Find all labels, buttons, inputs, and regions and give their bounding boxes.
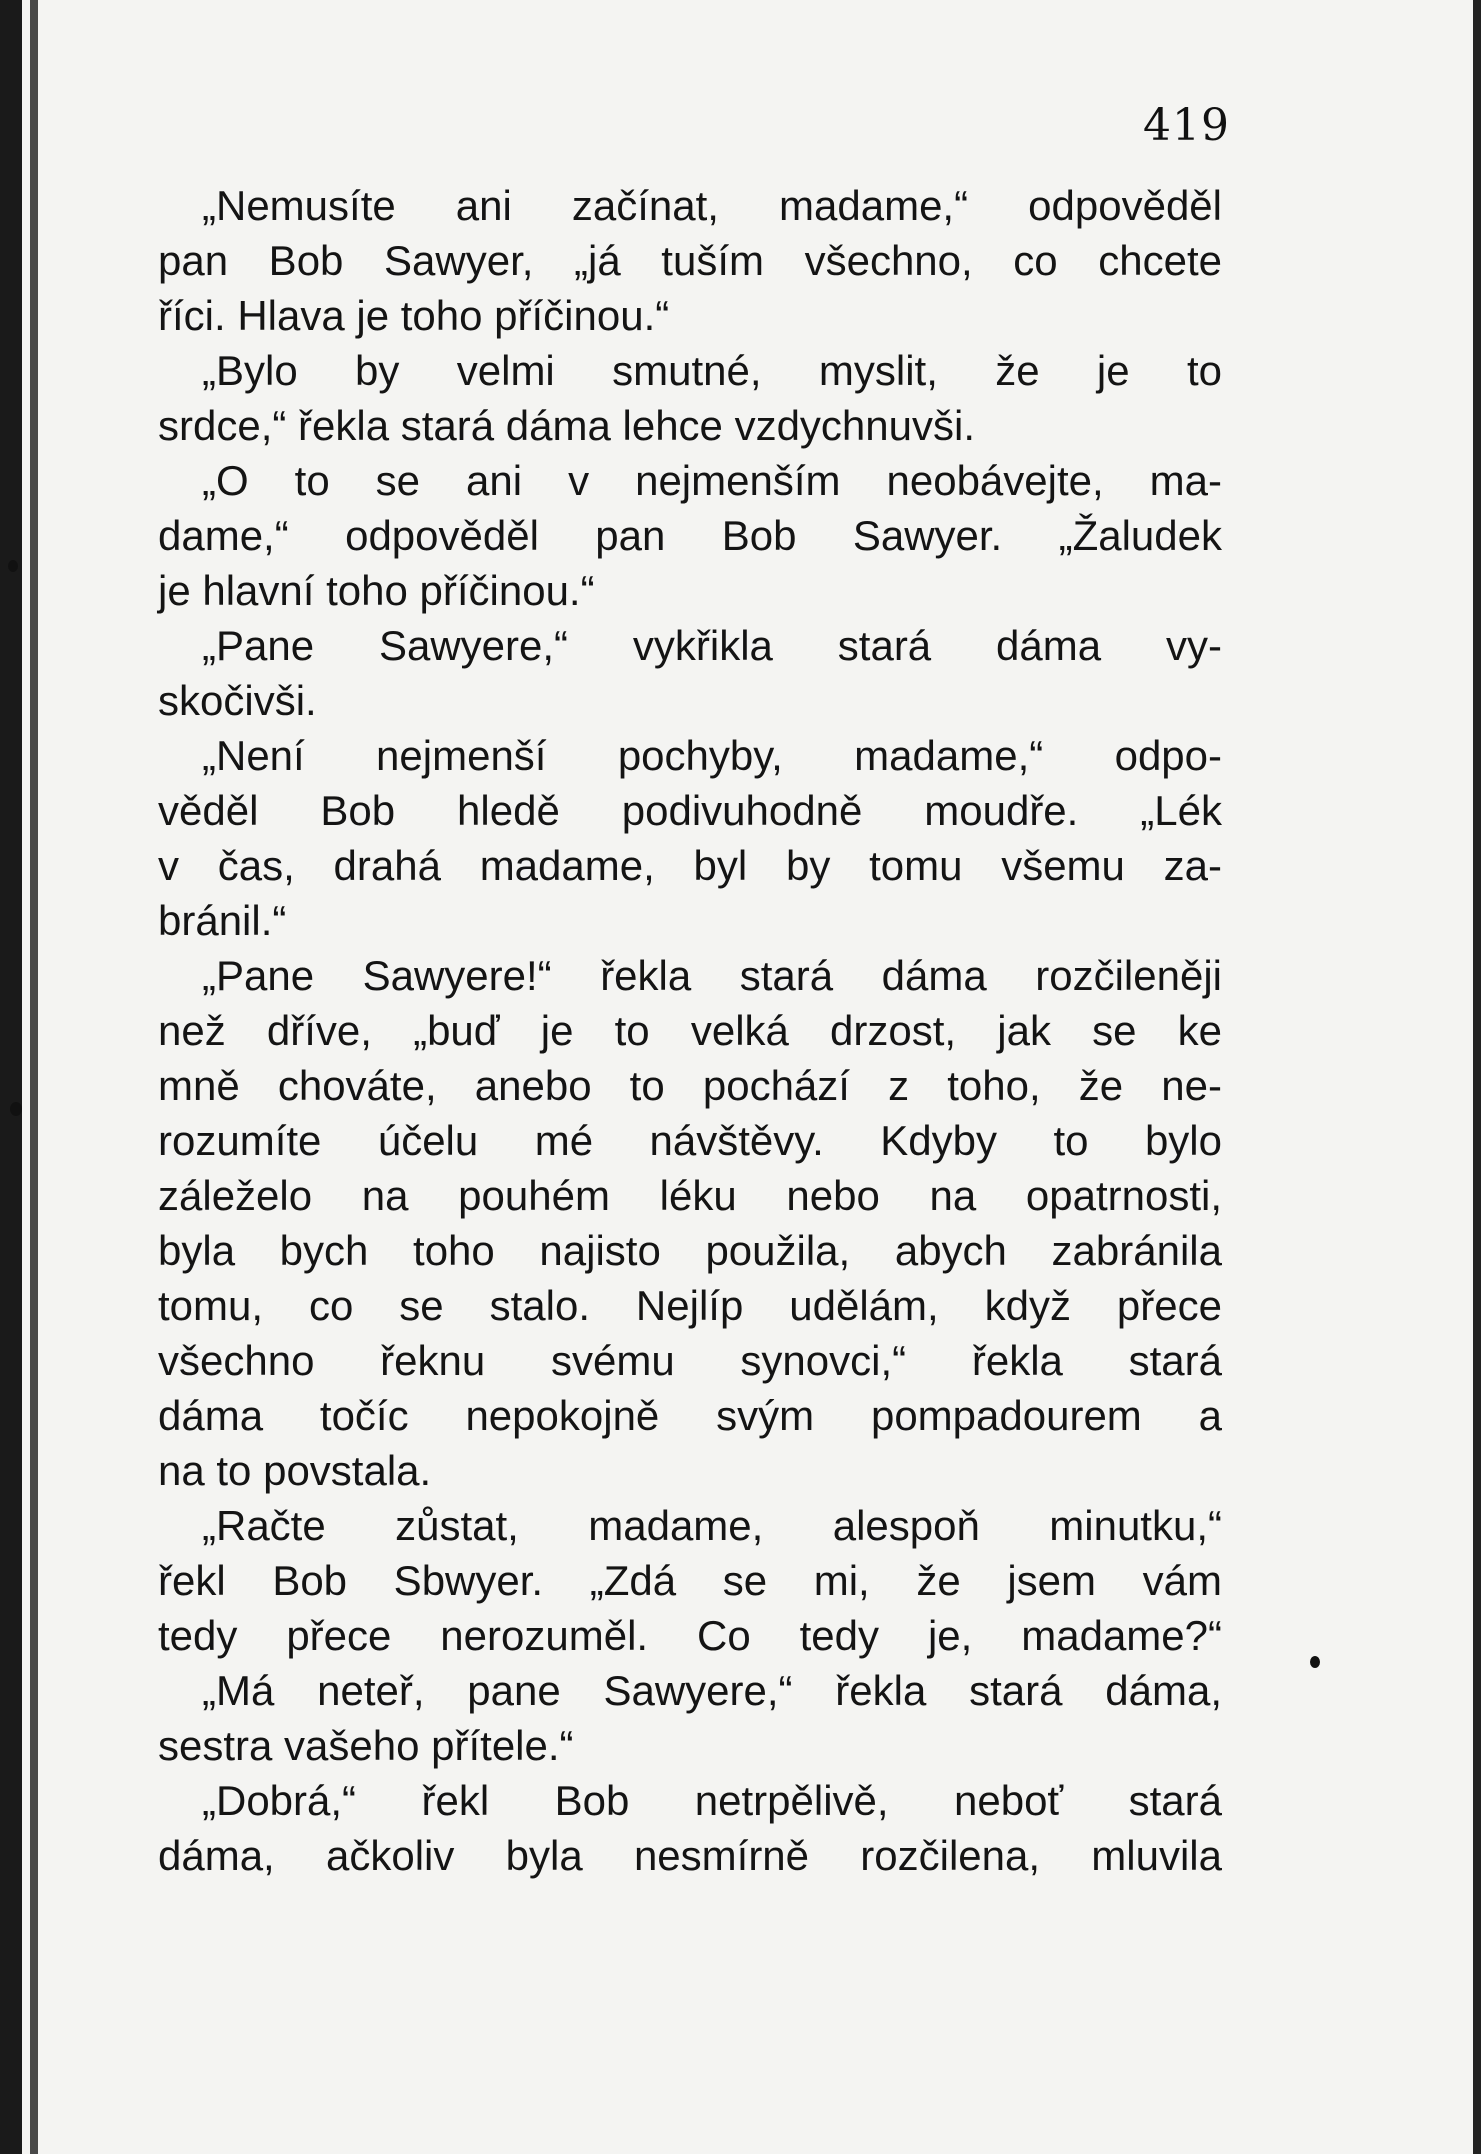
text-line: tedy přece nerozuměl. Co tedy je, madame?“	[158, 1612, 1222, 1659]
text-line: tomu, co se stalo. Nejlíp udělám, když přece	[158, 1282, 1222, 1329]
scan-binding-edge	[0, 0, 22, 2154]
text-line: říci. Hlava je toho příčinou.“	[158, 292, 670, 339]
scan-speck	[10, 1102, 22, 1116]
text-line: řekl Bob Sbwyer. „Zdá se mi, že jsem vám	[158, 1557, 1222, 1604]
scan-right-edge	[1473, 0, 1481, 2154]
text-line: „Pane Sawyere!“ řekla stará dáma rozčileněji	[202, 952, 1222, 999]
text-line: pan Bob Sawyer, „já tuším všechno, co chcete	[158, 237, 1222, 284]
page-number: 419	[1143, 100, 1230, 151]
text-line: dáma, ačkoliv byla nesmírně rozčilena, mluvila	[158, 1832, 1222, 1879]
scan-speck	[8, 560, 18, 572]
text-line: „Bylo by velmi smutné, myslit, že je to	[202, 347, 1222, 394]
text-line: „O to se ani v nejmenším neobávejte, ma-	[202, 457, 1222, 504]
text-line: věděl Bob hledě podivuhodně moudře. „Lék	[158, 787, 1222, 834]
text-line: „Račte zůstat, madame, alespoň minutku,“	[202, 1502, 1222, 1549]
text-line: rozumíte účelu mé návštěvy. Kdyby to bylo	[158, 1117, 1222, 1164]
scan-speck	[1310, 1656, 1320, 1668]
text-line: na to povstala.	[158, 1447, 432, 1494]
scan-page-edge	[30, 0, 38, 2154]
text-line: dáma točíc nepokojně svým pompadourem a	[158, 1392, 1222, 1439]
text-line: „Má neteř, pane Sawyere,“ řekla stará dáma,	[202, 1667, 1222, 1714]
text-line: „Není nejmenší pochyby, madame,“ odpo-	[202, 732, 1222, 779]
text-line: všechno řeknu svému synovci,“ řekla stará	[158, 1337, 1222, 1384]
text-line: v čas, drahá madame, byl by tomu všemu za-	[158, 842, 1222, 889]
page-text	[158, 178, 1222, 1883]
text-line: mně chováte, anebo to pochází z toho, že ne-	[158, 1062, 1222, 1109]
text-line: než dříve, „buď je to velká drzost, jak se ke	[158, 1007, 1222, 1054]
text-line: byla bych toho najisto použila, abych zabránila	[158, 1227, 1222, 1274]
text-line: „Dobrá,“ řekl Bob netrpělivě, neboť stará	[202, 1777, 1222, 1824]
text-line: skočivši.	[158, 677, 317, 724]
text-line: dame,“ odpověděl pan Bob Sawyer. „Žaludek	[158, 512, 1222, 559]
text-line: sestra vašeho přítele.“	[158, 1722, 574, 1769]
text-line: bránil.“	[158, 897, 287, 944]
text-line: srdce,“ řekla stará dáma lehce vzdychnuvši.	[158, 402, 976, 449]
text-line: záleželo na pouhém léku nebo na opatrnosti,	[158, 1172, 1222, 1219]
text-line: „Nemusíte ani začínat, madame,“ odpověděl	[202, 182, 1222, 229]
text-line: „Pane Sawyere,“ vykřikla stará dáma vy-	[202, 622, 1222, 669]
text-line: je hlavní toho příčinou.“	[158, 567, 595, 614]
